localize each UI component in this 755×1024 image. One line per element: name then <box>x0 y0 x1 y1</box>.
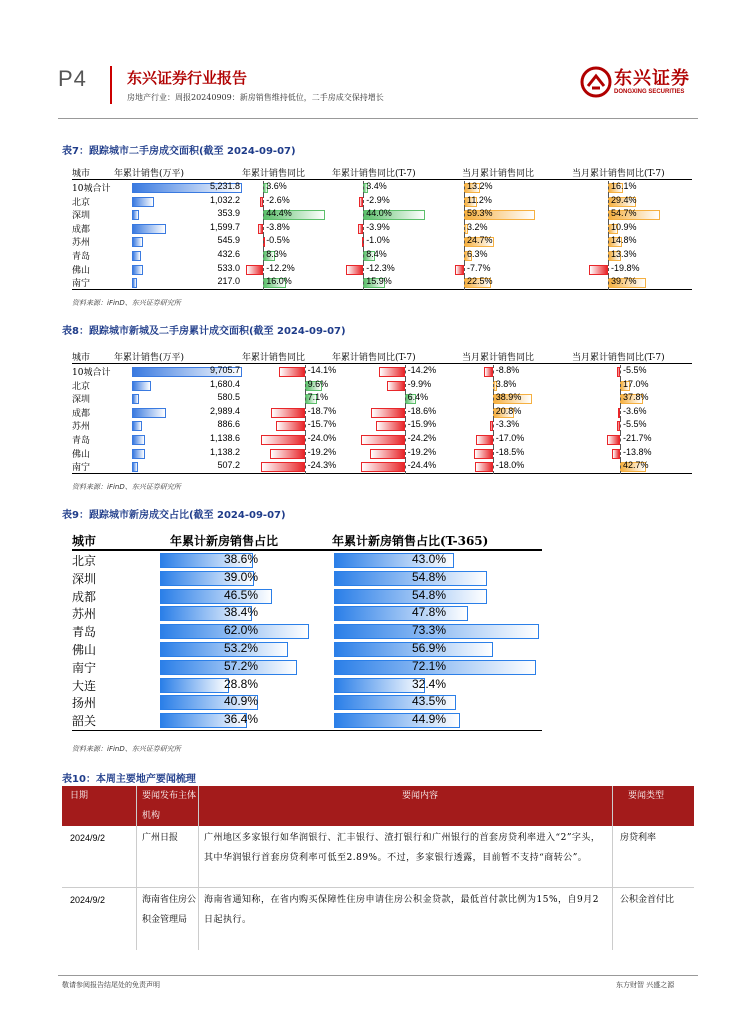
table10-row1-date: 2024/9/2 <box>70 833 106 843</box>
table8-row6-c3-bar <box>474 449 493 459</box>
table8-row7-c1-axis <box>305 460 306 474</box>
footer-rule <box>58 975 698 976</box>
table8-row5-city: 青岛 <box>72 436 91 446</box>
table10-row1-org: 广州日报 <box>142 833 179 843</box>
table8-row2-c3-value: 38.9% <box>495 392 522 403</box>
table8-caption-text: 跟踪城市新城及二手房累计成交面积(截至 2024-09-07) <box>88 326 346 337</box>
table8-row3-c1-value: -18.7% <box>307 405 337 416</box>
table7-row2-c3-value: 59.3% <box>467 208 493 219</box>
table7-row6-c1-bar <box>246 265 263 275</box>
table9-row5-city: 佛山 <box>72 643 97 657</box>
table8-row4-c4-value: -5.5% <box>623 419 647 430</box>
table8-row6-c1-bar <box>270 449 305 459</box>
table8-row3-c3-axis <box>493 406 494 420</box>
table8-row1-c2-axis <box>405 379 406 393</box>
table7-row5-c4-axis <box>608 249 609 263</box>
header-divider <box>110 66 112 104</box>
table7-source: 资料来源：iFinD、东兴证券研究所 <box>72 299 181 307</box>
table9-row0-city: 北京 <box>72 554 97 568</box>
table10-header-type: 要闻类型 <box>628 791 665 801</box>
table9-row8-b-value: 43.5% <box>412 694 447 709</box>
table7-row6-c4-axis <box>608 263 609 277</box>
table8-row1-c3-axis <box>493 379 494 393</box>
table9-source: 资料来源：iFinD、东兴证券研究所 <box>72 745 181 753</box>
table10-header-content: 要闻内容 <box>402 791 439 801</box>
table7-row2-city: 深圳 <box>72 211 91 222</box>
table7-row4-value: 545.9 <box>217 235 240 246</box>
table7-row4-c1-axis <box>263 235 264 249</box>
table8-row3-c1-bar <box>271 408 305 418</box>
table7-row7-value-bar <box>132 278 137 288</box>
table8-row2-c2-axis <box>405 392 406 406</box>
table8-row0-c1-bar <box>279 367 304 377</box>
table8-row0-c3-axis <box>493 365 494 379</box>
table9-row4-a-value: 62.0% <box>224 623 259 638</box>
table7-row0-c4-value: 16.1% <box>611 181 637 191</box>
table8-row0-c3-value: -8.8% <box>495 365 520 375</box>
table9-caption-text: 跟踪城市新房成交占比(截至 2024-09-07) <box>88 510 286 521</box>
table9-row6-a-value: 57.2% <box>224 658 259 673</box>
table8-row0-c4-value: -5.5% <box>623 365 647 375</box>
table7-row3-value: 1,599.7 <box>209 221 240 232</box>
table9-row7-city: 大连 <box>72 678 97 693</box>
table7-row2-c3-axis <box>464 208 465 222</box>
table9-row8-city: 扬州 <box>72 696 97 711</box>
table9-row9-b-value: 44.9% <box>412 712 447 727</box>
table10-row1-content: 广州地区多家银行如华润银行、汇丰银行、渣打银行和广州银行的首套房贷利率进入“2”字头，其中华润银行首套房贷利率可低至2.89%。不过，多家银行透露，目前暂不支持“商转公”。 <box>204 833 601 863</box>
table8-row7-c2-value: -24.4% <box>407 460 437 471</box>
table8-row3-value-bar <box>132 408 166 418</box>
table8-row6-city: 佛山 <box>72 449 91 460</box>
table7-row0-c2-value: 3.4% <box>366 181 387 191</box>
logo-text-cn: 东兴证券 <box>614 68 690 89</box>
table7-row7-c2-value: 15.9% <box>366 276 392 287</box>
table8-row7-value-bar <box>132 462 138 472</box>
table9-row7-a-value: 28.8% <box>224 676 259 691</box>
table8-row4-c1-value: -15.7% <box>307 419 337 430</box>
table7-row3-c1-value: -3.8% <box>266 221 290 232</box>
table7-row7-c3-value: 22.5% <box>467 276 493 287</box>
table10-row-divider <box>62 887 694 888</box>
table9-row4-b-value: 73.3% <box>412 623 447 638</box>
table8-row7-c3-bar <box>475 462 493 472</box>
table9-row0-b-value: 43.0% <box>412 552 447 566</box>
table8-row6-c4-value: -13.8% <box>623 446 652 457</box>
table10 <box>62 786 694 950</box>
table7-row6-city: 佛山 <box>72 265 91 276</box>
table8-row0-c2-bar <box>379 367 405 377</box>
table7-row4-value-bar <box>132 237 143 247</box>
table7-row6-c2-value: -12.3% <box>366 262 395 273</box>
table8-row0-value: 9,705.7 <box>209 365 240 375</box>
table8-row2-c4-axis <box>620 392 621 406</box>
table8-row3-c2-axis <box>405 406 406 420</box>
table10-row2-type: 公积金首付比 <box>620 895 675 905</box>
table7-row3-c3-axis <box>464 222 465 236</box>
table7-row5-value-bar <box>132 251 141 261</box>
table8-header-rule <box>72 363 692 364</box>
table8-row3-c2-bar <box>371 408 404 418</box>
table7-row6-value: 533.0 <box>217 262 240 273</box>
table8-row5-c4-value: -21.7% <box>623 433 652 443</box>
table10-caption <box>62 770 196 785</box>
table7-row3-c4-axis <box>608 222 609 236</box>
table8-row0-c3-bar <box>484 367 493 377</box>
table8-row1-c4-axis <box>620 379 621 393</box>
table8-row6-c3-value: -18.5% <box>495 446 525 457</box>
table10-caption-text: 本周主要地产要闻梳理 <box>95 774 196 785</box>
report-subtitle: 房地产行业：周报20240909：新房销售维持低位，二手房成交保持增长 <box>127 93 384 102</box>
table7-header-0: 城市 <box>72 169 91 179</box>
table7-row6-c4-value: -19.8% <box>611 262 640 273</box>
table8-row0-c2-value: -14.2% <box>407 365 437 375</box>
table9-row5-b-value: 56.9% <box>412 641 447 655</box>
table7-row2-c2-value: 44.0% <box>366 208 392 219</box>
table10-row2-org: 海南省住房公积金管理局 <box>142 895 197 925</box>
table8-row1-c1-axis <box>305 379 306 393</box>
table8-row0-c1-value: -14.1% <box>307 365 337 375</box>
table7-row2-value: 353.9 <box>217 208 240 219</box>
table8-row7-c1-bar <box>261 462 305 472</box>
table7-row0-city: 10城合计 <box>72 184 111 194</box>
table7-row5-c3-axis <box>464 249 465 263</box>
table7-caption-text: 跟踪城市二手房成交面积(截至 2024-09-07) <box>88 146 296 157</box>
table8-caption-prefix: 表8： <box>62 326 89 337</box>
table7-row4-c4-value: 14.8% <box>611 235 637 246</box>
table7-row1-c4-value: 29.4% <box>611 194 637 205</box>
table7-row7-c1-axis <box>263 276 264 290</box>
table10-caption-prefix: 表10： <box>62 774 96 785</box>
table8-row2-city: 深圳 <box>72 395 91 406</box>
table8-row7-c3-axis <box>493 460 494 474</box>
table7-row1-c3-axis <box>464 195 465 209</box>
table7-row7-city: 南宁 <box>72 279 91 290</box>
table9-row3-a-value: 38.4% <box>224 605 259 620</box>
table7-row1-c2-value: -2.9% <box>366 194 390 205</box>
table7-row5-c2-axis <box>363 249 364 263</box>
table8-row0-c4-axis <box>620 365 621 379</box>
table9-row9-city: 韶关 <box>72 714 97 729</box>
table10-vline-1 <box>136 786 137 950</box>
header-rule <box>58 118 698 119</box>
table8-row4-c3-value: -3.3% <box>495 419 520 430</box>
table7-row6-c2-axis <box>363 263 364 277</box>
table7-row2-c2-axis <box>363 208 364 222</box>
table7-row3-c4-value: 10.9% <box>611 221 637 232</box>
table7-row6-c2-bar <box>346 265 363 275</box>
table8-row4-c1-axis <box>305 419 306 433</box>
table7-row6-c1-value: -12.2% <box>266 262 295 273</box>
table8-row1-c2-value: -9.9% <box>407 378 432 389</box>
table8-row7-c4-value: 42.7% <box>623 460 649 471</box>
table8-row1-value: 1,680.4 <box>209 378 240 389</box>
table10-row2-date: 2024/9/2 <box>70 895 106 905</box>
table8-row6-c1-value: -19.2% <box>307 446 337 457</box>
table7-row4-c3-axis <box>464 235 465 249</box>
table10-header-org: 要闻发布主体机构 <box>142 791 197 821</box>
table8-source: 资料来源：iFinD、东兴证券研究所 <box>72 483 181 491</box>
table7-row6-c1-axis <box>263 263 264 277</box>
table8-row1-c1-value: 9.6% <box>307 378 329 389</box>
table9-row5-a-value: 53.2% <box>224 641 259 655</box>
table7-row2-c4-value: 54.7% <box>611 208 637 219</box>
table8-row5-value: 1,138.6 <box>209 433 240 443</box>
table9-header-rule <box>72 549 542 551</box>
table7-row4-c2-value: -1.0% <box>366 235 390 246</box>
table8-row5-c3-axis <box>493 433 494 447</box>
table8-row2-c3-axis <box>493 392 494 406</box>
table9-header-0: 城市 <box>72 534 97 548</box>
table9-row0-a-value: 38.6% <box>224 552 259 566</box>
table8-row1-city: 北京 <box>72 381 91 392</box>
table8-row4-c2-bar <box>376 421 405 431</box>
table7-row1-value: 1,032.2 <box>209 194 240 205</box>
table8-row6-c3-axis <box>493 447 494 461</box>
table8-row6-c2-axis <box>405 447 406 461</box>
table7-row4-c2-axis <box>363 235 364 249</box>
table8-row7-c2-axis <box>405 460 406 474</box>
logo-text-en: DONGXING SECURITIES <box>614 89 685 95</box>
table8-row5-c4-axis <box>620 433 621 447</box>
logo-mark-icon <box>580 66 612 98</box>
table8-header-5: 当月累计销售同比(T-7) <box>572 353 665 363</box>
table8-row7-value: 507.2 <box>217 460 240 471</box>
table8-row2-c1-axis <box>305 392 306 406</box>
table7-row2-c1-axis <box>263 208 264 222</box>
table8-header-1: 年累计销售(万平) <box>114 353 185 363</box>
table8-row1-value-bar <box>132 381 151 391</box>
table8-row4-c1-bar <box>276 421 304 431</box>
table8-row7-c3-value: -18.0% <box>495 460 525 471</box>
table8-row4-c3-axis <box>493 419 494 433</box>
table8-row4-city: 苏州 <box>72 422 91 433</box>
table8-row5-c2-value: -24.2% <box>407 433 437 443</box>
table8-row5-c1-axis <box>305 433 306 447</box>
table7-row6-c3-value: -7.7% <box>467 262 491 273</box>
table7-row5-c1-value: 8.3% <box>266 249 287 259</box>
table7-header-4: 当月累计销售同比 <box>462 169 535 179</box>
table8-row1-c3-value: 3.8% <box>495 378 517 389</box>
table7-row5-c2-value: 8.4% <box>366 249 387 259</box>
table7-row7-c1-value: 16.0% <box>266 276 292 287</box>
table8-row4-c2-axis <box>405 419 406 433</box>
table7-row0-value: 5,231.8 <box>209 181 240 191</box>
table7-header-2: 年累计销售同比 <box>242 169 306 179</box>
table7-header-1: 年累计销售(万平) <box>114 169 185 179</box>
table8-row6-value: 1,138.2 <box>209 446 240 457</box>
table9-row8-a-value: 40.9% <box>224 694 259 709</box>
table7-row2-value-bar <box>132 210 139 220</box>
table9-row3-b-bar <box>334 606 468 621</box>
table7-row7-c2-axis <box>363 276 364 290</box>
table8-row6-c2-bar <box>370 449 405 459</box>
table8-row3-c3-value: 20.8% <box>495 405 522 416</box>
table7-row7-c3-axis <box>464 276 465 290</box>
table7-row7-c4-axis <box>608 276 609 290</box>
table7-row5-c3-value: 6.3% <box>467 249 488 259</box>
table7-row4-c4-axis <box>608 235 609 249</box>
table7-row6-c3-bar <box>455 265 464 275</box>
table8-row0-city: 10城合计 <box>72 368 111 378</box>
table8-row3-c4-value: -3.6% <box>623 405 647 416</box>
table7-row3-c2-value: -3.9% <box>366 221 390 232</box>
table8-row7-c4-axis <box>620 460 621 474</box>
table7-header-3: 年累计销售同比(T-7) <box>332 169 416 179</box>
table8-row1-c4-value: 17.0% <box>623 378 649 389</box>
table10-header-date: 日期 <box>70 791 89 801</box>
table7-caption <box>62 142 296 157</box>
table9-row1-b-bar <box>334 571 487 586</box>
table7-row3-value-bar <box>132 224 166 234</box>
table7-row0-c3-value: 13.2% <box>467 181 493 191</box>
table8-row7-city: 南宁 <box>72 463 91 474</box>
table9-row1-b-value: 54.8% <box>412 569 447 584</box>
table10-vline-3 <box>612 786 613 950</box>
table7-row3-c1-axis <box>263 222 264 236</box>
table7-row0-c3-axis <box>464 181 465 195</box>
table7-bottom-rule <box>72 289 692 290</box>
table8-row5-c2-bar <box>361 435 405 445</box>
table7-row1-c4-axis <box>608 195 609 209</box>
table8-header-4: 当月累计销售同比 <box>462 353 535 363</box>
table8-row6-c1-axis <box>305 447 306 461</box>
table7-row0-c1-axis <box>263 181 264 195</box>
table9-header-1: 年累计新房销售占比 <box>170 534 279 548</box>
table9-row9-a-value: 36.4% <box>224 712 259 727</box>
table9-caption-prefix: 表9： <box>62 510 89 521</box>
table8-row6-c2-value: -19.2% <box>407 446 437 457</box>
table8-row6-value-bar <box>132 449 145 459</box>
table8-row5-c2-axis <box>405 433 406 447</box>
table7-row0-c4-axis <box>608 181 609 195</box>
table8-caption <box>62 322 346 337</box>
table9-row3-b-value: 47.8% <box>412 605 447 620</box>
table9-row1-city: 深圳 <box>72 571 97 586</box>
table7-row4-c1-value: -0.5% <box>266 235 290 246</box>
table7-row1-c2-axis <box>363 195 364 209</box>
table8-header-0: 城市 <box>72 353 91 363</box>
company-logo <box>578 64 698 102</box>
table8-row5-c1-bar <box>261 435 304 445</box>
table7-row2-c1-value: 44.4% <box>266 208 292 219</box>
table7-row0-c1-value: 3.6% <box>266 181 287 191</box>
table9-caption <box>62 506 286 521</box>
table8-row3-c2-value: -18.6% <box>407 405 437 416</box>
table7-row1-value-bar <box>132 197 154 207</box>
table9-row6-b-value: 72.1% <box>412 658 447 673</box>
table9-header-2: 年累计新房销售占比(T-365) <box>332 534 489 548</box>
table7-header-5: 当月累计销售同比(T-7) <box>572 169 665 179</box>
table7-header-rule <box>72 179 692 180</box>
table8-row3-city: 成都 <box>72 408 91 419</box>
table7-row7-value: 217.0 <box>217 276 240 287</box>
table7-caption-prefix: 表7： <box>62 146 89 157</box>
table7-row1-c3-value: 11.2% <box>467 194 492 205</box>
table8-row0-c2-axis <box>405 365 406 379</box>
table7-row0-c2-axis <box>363 181 364 195</box>
table7-row3-city: 成都 <box>72 224 91 235</box>
table7 <box>72 166 692 290</box>
table7-row6-c4-bar <box>589 265 608 275</box>
footer-slogan: 东方财智 兴盛之源 <box>616 981 675 989</box>
table8-bottom-rule <box>72 473 692 474</box>
table7-row2-c4-axis <box>608 208 609 222</box>
table7-row5-c4-value: 13.3% <box>611 249 637 259</box>
table8-row3-c1-axis <box>305 406 306 420</box>
table9-row2-b-bar <box>334 589 487 604</box>
table9 <box>72 532 552 732</box>
table8-row2-c2-value: 6.4% <box>407 392 429 403</box>
table8-row4-c2-value: -15.9% <box>407 419 437 430</box>
table7-row5-c1-axis <box>263 249 264 263</box>
table7-row3-c3-value: 3.2% <box>467 221 488 232</box>
table8-row7-c1-value: -24.3% <box>307 460 337 471</box>
page-number: P4 <box>58 66 87 91</box>
table7-row6-value-bar <box>132 265 143 275</box>
table7-row4-city: 苏州 <box>72 238 91 249</box>
table8-row2-value-bar <box>132 394 139 404</box>
table8-header-2: 年累计销售同比 <box>242 353 306 363</box>
footer-disclaimer: 敬请参阅报告结尾处的免责声明 <box>62 981 160 989</box>
table8-row4-c4-axis <box>620 419 621 433</box>
table7-row3-c2-axis <box>363 222 364 236</box>
table10-row2-content: 海南省通知称，在省内购买保障性住房申请住房公积金贷款，最低首付款比例为15%，自9月2日起执行。 <box>204 895 599 925</box>
table8-row4-value: 886.6 <box>217 419 240 430</box>
table9-row1-a-value: 39.0% <box>224 569 259 584</box>
table8-row5-c4-bar <box>607 435 620 445</box>
table7-row6-c3-axis <box>464 263 465 277</box>
table10-row1-type: 房贷利率 <box>620 833 657 843</box>
table8-row7-c2-bar <box>361 462 405 472</box>
table9-row6-city: 南宁 <box>72 660 97 675</box>
table9-row7-a-bar <box>160 678 229 693</box>
table9-row2-b-value: 54.8% <box>412 587 447 602</box>
table7-row1-c1-axis <box>263 195 264 209</box>
table7-row1-c1-value: -2.6% <box>266 194 290 205</box>
table7-row5-value: 432.6 <box>217 249 240 259</box>
table8-header-3: 年累计销售同比(T-7) <box>332 353 416 363</box>
table7-row5-city: 青岛 <box>72 252 91 262</box>
table8-row3-value: 2,989.4 <box>209 405 240 416</box>
table7-row7-c4-value: 39.7% <box>611 276 637 287</box>
report-title: 东兴证券行业报告 <box>127 69 248 87</box>
table8-row2-c1-value: 7.1% <box>307 392 329 403</box>
table8-row5-c1-value: -24.0% <box>307 433 337 443</box>
table9-row3-city: 苏州 <box>72 607 97 622</box>
table7-row4-c3-value: 24.7% <box>467 235 493 246</box>
table8 <box>72 350 692 474</box>
table8-row5-value-bar <box>132 435 145 445</box>
table8-row1-c2-bar <box>387 381 405 391</box>
table9-row2-city: 成都 <box>72 589 97 604</box>
table8-row2-c4-value: 37.8% <box>623 392 649 403</box>
table8-row3-c4-axis <box>620 406 621 420</box>
table8-row6-c4-axis <box>620 447 621 461</box>
table8-row5-c3-value: -17.0% <box>495 433 525 443</box>
table8-row6-c4-bar <box>612 449 620 459</box>
table9-bottom-rule <box>72 730 542 731</box>
table8-row0-c1-axis <box>305 365 306 379</box>
table9-row7-b-value: 32.4% <box>412 676 447 691</box>
table8-row5-c3-bar <box>476 435 493 445</box>
table10-vline-2 <box>198 786 199 950</box>
table9-row4-city: 青岛 <box>72 625 97 640</box>
table8-row2-value: 580.5 <box>217 392 240 403</box>
table9-row2-a-value: 46.5% <box>224 587 259 602</box>
table8-row4-value-bar <box>132 421 142 431</box>
table7-row1-city: 北京 <box>72 197 91 208</box>
